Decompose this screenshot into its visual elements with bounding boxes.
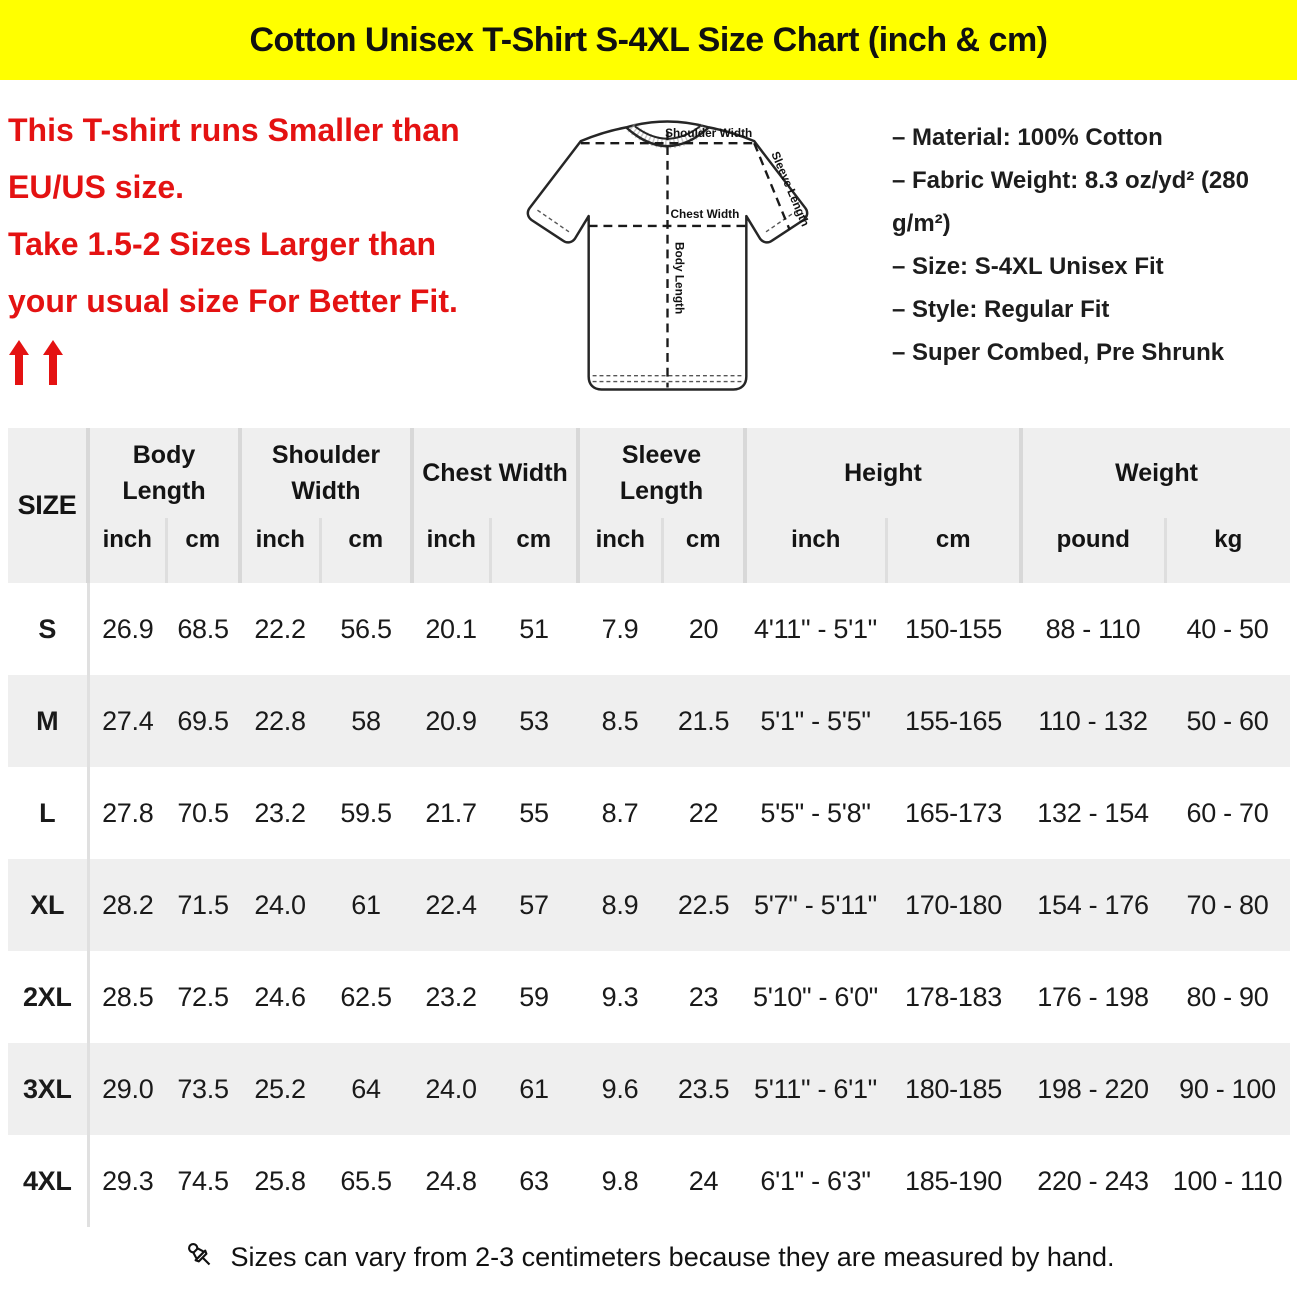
cell: 22.8 [240, 675, 320, 767]
cell: 53 [490, 675, 578, 767]
cell: 23 [688, 981, 719, 1012]
cell: 56.5 [340, 613, 392, 644]
table-row-4xl [8, 1135, 1290, 1227]
cell: 63 [519, 1165, 549, 1196]
size-label: 2XL [8, 951, 88, 1043]
cell: 29.0 [88, 1043, 166, 1135]
product-specs [840, 80, 1289, 428]
cell: 24.0 [240, 859, 320, 951]
cell: 24.8 [425, 1165, 477, 1196]
cell: 29.3 [102, 1165, 154, 1196]
sleeve-length-label: Sleeve Length [768, 149, 813, 229]
cell: 70 - 80 [1165, 859, 1290, 951]
subheader-inch: inch [88, 518, 166, 583]
cell: 22.5 [662, 859, 745, 951]
size-label: 4XL [8, 1135, 88, 1227]
cell: 5'5" - 5'8" [760, 797, 871, 828]
cell: 55 [519, 797, 549, 828]
cell: 176 - 198 [1037, 981, 1149, 1012]
cell: 20 [688, 613, 719, 644]
body-length-label: Body Length [672, 242, 687, 315]
cell: 4'11" - 5'1" [754, 613, 877, 644]
cell: 26.9 [102, 613, 154, 644]
cell: 170-180 [886, 859, 1021, 951]
cell: 73.5 [166, 1043, 240, 1135]
size-table [8, 428, 1290, 1227]
cell: 80 - 90 [1186, 981, 1269, 1012]
cell: 61 [490, 1043, 578, 1135]
cell: 165-173 [905, 797, 1002, 828]
column-group-body-length: Body Length [88, 428, 240, 518]
spec-item: – Size: S-4XL Unisex Fit [892, 253, 1164, 280]
table-row-3xl [8, 1043, 1290, 1135]
chest-width-label: Chest Width [670, 207, 740, 222]
fit-warning [8, 80, 500, 428]
cell: 60 - 70 [1186, 797, 1269, 828]
column-group-weight: Weight [1021, 428, 1290, 518]
tshirt-measurement-diagram [500, 80, 840, 428]
cell: 74.5 [177, 1165, 229, 1196]
cell: 88 - 110 [1045, 613, 1141, 644]
cell: 155-165 [886, 675, 1021, 767]
cell: 100 - 110 [1172, 1165, 1283, 1196]
subheader-cm: cm [320, 518, 412, 583]
cell: 6'1" - 6'3" [760, 1165, 871, 1196]
page-title: Cotton Unisex T-Shirt S-4XL Size Chart (inch & cm) [249, 20, 1048, 59]
table-row-xl [8, 859, 1290, 951]
pushpin-icon [183, 1238, 217, 1277]
cell: 58 [320, 675, 412, 767]
column-group-sleeve-length: Sleeve Length [578, 428, 745, 518]
subheader-pound: pound [1021, 518, 1165, 583]
cell: 5'1" - 5'5" [745, 675, 886, 767]
up-arrows-icon [8, 340, 500, 391]
subheader-inch: inch [240, 518, 320, 583]
cell: 20.9 [412, 675, 490, 767]
table-row-m [8, 675, 1290, 767]
column-group-shoulder-width: Shoulder Width [240, 428, 412, 518]
size-label: 3XL [8, 1043, 88, 1135]
cell: 150-155 [905, 613, 1002, 644]
cell: 57 [490, 859, 578, 951]
subheader-cm: cm [490, 518, 578, 583]
size-label: XL [8, 859, 88, 951]
table-row-s [8, 583, 1290, 675]
cell: 27.4 [88, 675, 166, 767]
cell: 9.6 [578, 1043, 662, 1135]
cell: 64 [320, 1043, 412, 1135]
size-label: M [8, 675, 88, 767]
subheader-inch: inch [578, 518, 662, 583]
cell: 23.2 [254, 797, 306, 828]
cell: 50 - 60 [1165, 675, 1290, 767]
spec-item: – Material: 100% Cotton [892, 124, 1163, 151]
cell: 40 - 50 [1186, 613, 1269, 644]
cell: 25.8 [254, 1165, 306, 1196]
cell: 22.2 [254, 613, 306, 644]
spec-item: – Fabric Weight: 8.3 oz/yd² (280 g/m²) [892, 167, 1249, 237]
cell: 185-190 [905, 1165, 1002, 1196]
cell: 21.5 [662, 675, 745, 767]
cell: 22.4 [412, 859, 490, 951]
cell: 90 - 100 [1165, 1043, 1290, 1135]
subheader-inch: inch [412, 518, 490, 583]
cell: 7.9 [601, 613, 639, 644]
spec-item: – Super Combed, Pre Shrunk [892, 339, 1225, 366]
cell: 65.5 [340, 1165, 392, 1196]
warning-line: your usual size For Better Fit. [8, 283, 458, 319]
cell: 23.5 [662, 1043, 745, 1135]
cell: 28.5 [102, 981, 154, 1012]
cell: 8.9 [578, 859, 662, 951]
spec-item: – Style: Regular Fit [892, 296, 1110, 323]
cell: 70.5 [177, 797, 229, 828]
cell: 5'10" - 6'0" [753, 981, 878, 1012]
cell: 72.5 [177, 981, 229, 1012]
cell: 154 - 176 [1021, 859, 1165, 951]
cell: 59.5 [340, 797, 392, 828]
column-group-height: Height [745, 428, 1021, 518]
cell: 8.7 [601, 797, 639, 828]
cell: 20.1 [425, 613, 477, 644]
tshirt-illustration [500, 86, 835, 421]
size-table-wrapper [0, 428, 1297, 1227]
cell: 110 - 132 [1021, 675, 1165, 767]
title-banner [0, 0, 1297, 80]
info-section [0, 80, 1297, 428]
cell: 71.5 [166, 859, 240, 951]
cell: 68.5 [177, 613, 229, 644]
cell: 24.6 [254, 981, 306, 1012]
subheader-inch: inch [745, 518, 886, 583]
cell: 178-183 [905, 981, 1002, 1012]
cell: 23.2 [425, 981, 477, 1012]
cell: 8.5 [578, 675, 662, 767]
cell: 9.8 [601, 1165, 639, 1196]
subheader-cm: cm [166, 518, 240, 583]
cell: 28.2 [88, 859, 166, 951]
cell: 198 - 220 [1021, 1043, 1165, 1135]
table-row-l [8, 767, 1290, 859]
column-group-chest-width: Chest Width [412, 428, 578, 518]
cell: 61 [320, 859, 412, 951]
cell: 25.2 [240, 1043, 320, 1135]
cell: 62.5 [340, 981, 392, 1012]
subheader-cm: cm [662, 518, 745, 583]
cell: 21.7 [425, 797, 477, 828]
subheader-kg: kg [1165, 518, 1290, 583]
column-header-size: SIZE [8, 428, 88, 583]
cell: 24.0 [412, 1043, 490, 1135]
size-label: L [8, 767, 88, 859]
warning-line: EU/US size. [8, 169, 185, 205]
shoulder-width-label: Shoulder Width [665, 126, 753, 141]
cell: 24 [688, 1165, 719, 1196]
cell: 51 [519, 613, 549, 644]
cell: 180-185 [886, 1043, 1021, 1135]
cell: 5'11" - 6'1" [745, 1043, 886, 1135]
cell: 220 - 243 [1037, 1165, 1149, 1196]
subheader-cm: cm [886, 518, 1021, 583]
warning-line: Take 1.5-2 Sizes Larger than [8, 226, 437, 262]
warning-line: This T-shirt runs Smaller than [8, 112, 460, 148]
cell: 69.5 [166, 675, 240, 767]
cell: 27.8 [102, 797, 154, 828]
cell: 5'7" - 5'11" [745, 859, 886, 951]
cell: 9.3 [601, 981, 639, 1012]
cell: 22 [688, 797, 719, 828]
cell: 59 [519, 981, 549, 1012]
note-text: Sizes can vary from 2-3 centimeters because they are measured by hand. [230, 1241, 1115, 1272]
table-row-2xl [8, 951, 1290, 1043]
hand-measure-note [0, 1227, 1297, 1287]
cell: 132 - 154 [1037, 797, 1149, 828]
size-label: S [8, 583, 88, 675]
